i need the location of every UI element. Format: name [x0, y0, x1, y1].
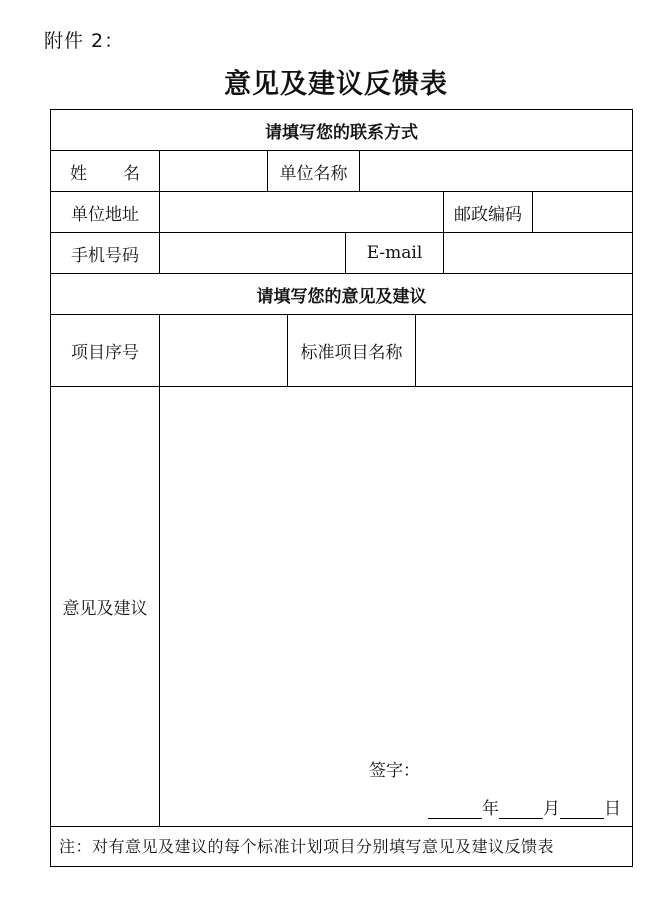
item-no-field[interactable] — [160, 315, 287, 386]
postcode-label: 邮政编码 — [454, 204, 522, 225]
opinion-field[interactable] — [160, 387, 632, 747]
contact-section-header: 请填写您的联系方式 — [265, 122, 418, 143]
standard-name-label: 标准项目名称 — [300, 343, 403, 363]
item-no-label: 项目序号 — [71, 343, 139, 363]
signature-label: 签字： — [369, 761, 420, 781]
name-label — [51, 151, 176, 191]
phone-label: 手机号码 — [71, 245, 139, 266]
month-label: 月 — [543, 799, 560, 819]
footnote: 注：对有意见及建议的每个标准计划项目分别填写意见及建议反馈表 — [59, 837, 555, 856]
year-blank[interactable] — [428, 800, 482, 819]
name-label-text: 姓名 — [70, 163, 176, 184]
attachment-label: 附件 2： — [44, 30, 125, 52]
unit-address-field[interactable] — [160, 192, 443, 232]
opinion-label: 意见及建议 — [62, 599, 148, 619]
email-label: E-mail — [366, 243, 423, 263]
month-blank[interactable] — [499, 800, 543, 819]
unit-address-label: 单位地址 — [71, 204, 139, 225]
unit-name-label: 单位名称 — [279, 163, 348, 184]
standard-name-field[interactable] — [416, 315, 632, 386]
year-label: 年 — [482, 799, 499, 819]
phone-field[interactable] — [160, 233, 345, 273]
row-divider — [51, 826, 632, 827]
name-field[interactable] — [160, 151, 267, 191]
form-title: 意见及建议反馈表 — [224, 69, 448, 100]
feedback-form-table — [50, 109, 633, 867]
day-label: 日 — [604, 799, 621, 819]
unit-name-field[interactable] — [360, 151, 632, 191]
postcode-field[interactable] — [533, 192, 632, 232]
day-blank[interactable] — [560, 800, 604, 819]
email-field[interactable] — [444, 233, 632, 273]
date-line — [428, 794, 621, 819]
opinion-section-header: 请填写您的意见及建议 — [256, 286, 427, 307]
